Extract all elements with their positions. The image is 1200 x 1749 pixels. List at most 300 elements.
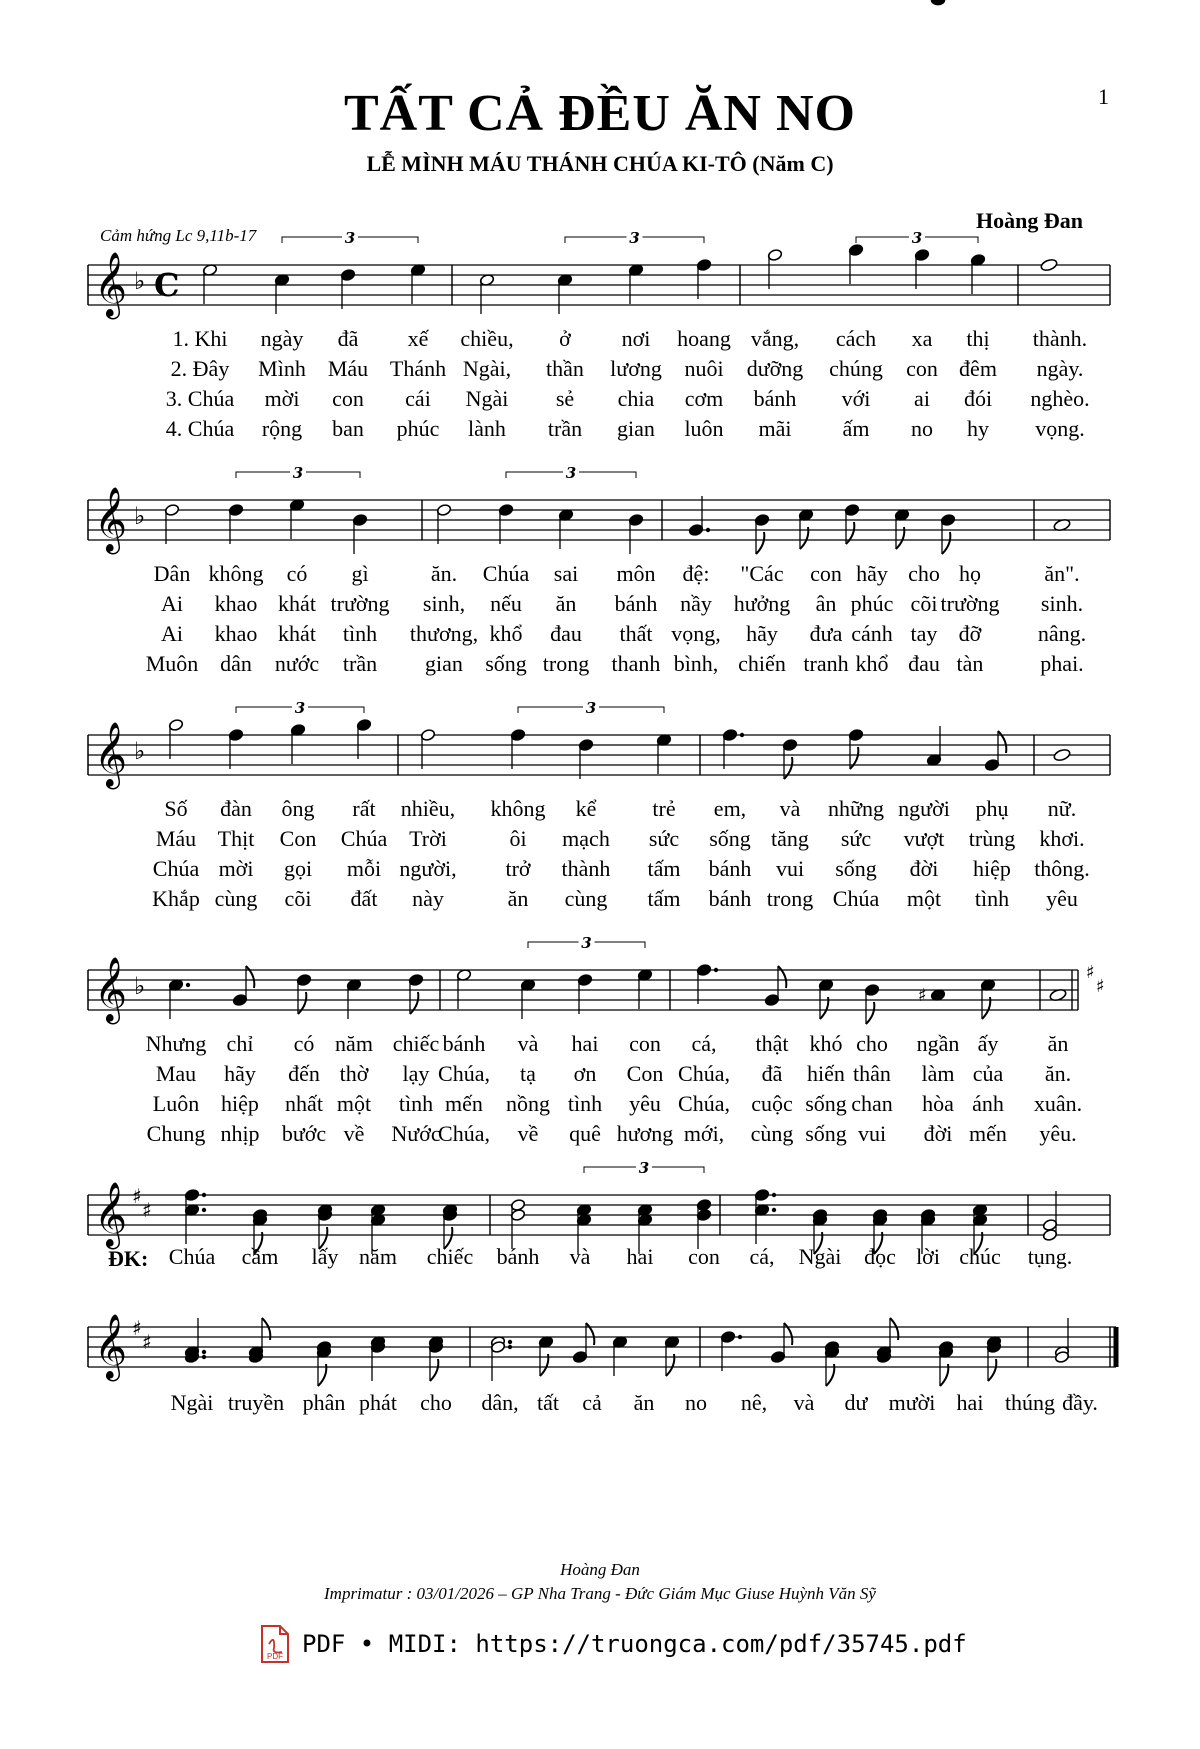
- lyric-syllable: cõi: [284, 886, 312, 911]
- refrain-label: ĐK:: [108, 1246, 149, 1271]
- note: [940, 513, 955, 554]
- lyric-syllable: sai: [553, 561, 579, 586]
- lyric-syllable: Con: [279, 826, 317, 851]
- lyric-syllable: ấm: [842, 416, 870, 441]
- lyric-syllable: thật: [755, 1031, 789, 1056]
- lyric-syllable: ơn: [573, 1061, 597, 1086]
- lyric-syllable: dân,: [481, 1390, 519, 1415]
- lyric-syllable: quê: [569, 1121, 601, 1146]
- lyric-syllable: Ngài,: [462, 356, 512, 381]
- lyric-syllable: sống: [709, 826, 751, 851]
- note: [370, 1335, 385, 1381]
- lyric-syllable: Ngài: [798, 1244, 842, 1269]
- lyric-syllable: tình: [974, 886, 1010, 911]
- lyric-syllable: dân: [220, 651, 252, 676]
- lyric-syllable: có: [286, 561, 308, 586]
- dot: [772, 1193, 776, 1197]
- note: [479, 273, 494, 314]
- lyric-syllable: nuôi: [684, 356, 724, 381]
- lyric-syllable: chan: [851, 1091, 893, 1116]
- triplet-number: 3: [581, 934, 592, 952]
- lyric-syllable: cuộc: [751, 1091, 793, 1116]
- lyric-syllable: vui: [857, 1121, 887, 1146]
- lyric-syllable: hòa: [922, 1091, 954, 1116]
- lyric-syllable: về: [517, 1121, 539, 1146]
- sharp-accidental-icon: ♯: [918, 985, 927, 1006]
- staff-system-2: [88, 464, 1110, 554]
- lyric-syllable: tấm: [647, 856, 681, 881]
- note: [914, 248, 929, 289]
- flat-key-icon: ♭: [134, 972, 146, 1000]
- lyric-syllable: nâng.: [1037, 621, 1087, 646]
- lyric-syllable: phúc: [396, 416, 440, 441]
- flat-key-icon: ♭: [134, 502, 146, 530]
- lyric-syllable: Ai: [161, 591, 183, 616]
- note: [316, 1340, 331, 1386]
- note: [1053, 748, 1071, 762]
- lyric-syllable: Mau: [155, 1061, 197, 1086]
- note: [410, 263, 425, 304]
- lyric-syllable: thành: [561, 856, 611, 881]
- note: [894, 508, 909, 549]
- lyric-syllable: vượt: [903, 826, 945, 851]
- lyric-syllable: chỉ: [226, 1031, 254, 1056]
- lyric-syllable: hai: [626, 1244, 654, 1269]
- note: [346, 978, 361, 1019]
- lyric-syllable: Thịt: [217, 826, 255, 851]
- lyric-syllable: đêm: [959, 356, 997, 381]
- lyric-syllable: tay: [910, 621, 938, 646]
- lyric-syllable: Ngài: [170, 1390, 214, 1415]
- note: [557, 273, 572, 314]
- lyric-syllable: hãy: [856, 561, 888, 586]
- note: [202, 263, 217, 304]
- note: [510, 1198, 525, 1249]
- lyric-syllable: ông: [281, 796, 315, 821]
- lyric-syllable: 1. Khi: [172, 326, 228, 351]
- lyric-syllable: khơi.: [1039, 826, 1085, 851]
- lyric-syllable: và: [517, 1031, 539, 1056]
- lyric-syllable: cho: [856, 1031, 888, 1056]
- flat-key-icon: ♭: [134, 737, 146, 765]
- lyric-syllable: con: [688, 1244, 720, 1269]
- lyric-syllable: khát: [278, 591, 316, 616]
- lyric-syllable: nầy: [680, 591, 712, 616]
- note: [577, 973, 592, 1014]
- lyric-syllable: chia: [617, 386, 655, 411]
- lyric-syllable: Ai: [161, 621, 183, 646]
- lyric-syllable: nữ.: [1047, 796, 1077, 821]
- note: [408, 973, 423, 1014]
- lyric-syllable: tranh: [803, 651, 849, 676]
- note: [168, 718, 183, 759]
- lyric-syllable: Luôn: [152, 1091, 200, 1116]
- lyric-syllable: Chúa,: [438, 1061, 490, 1086]
- triplet-bracket: [518, 699, 664, 717]
- note: [228, 503, 243, 544]
- lyric-syllable: lương: [610, 356, 662, 381]
- lyric-syllable: Chúa,: [438, 1121, 490, 1146]
- lyric-syllable: Dân: [153, 561, 191, 586]
- lyric-syllable: những: [828, 796, 884, 821]
- triplet-bracket: [584, 1159, 704, 1177]
- lyric-syllable: phai.: [1040, 651, 1084, 676]
- lyric-syllable: bình,: [673, 651, 719, 676]
- lyric-syllable: xa: [911, 326, 933, 351]
- lyric-syllable: trần: [342, 651, 378, 676]
- lyric-syllable: cánh: [851, 621, 893, 646]
- dot: [508, 1345, 512, 1349]
- note: [356, 718, 371, 759]
- note: [628, 263, 643, 304]
- note: [228, 728, 243, 769]
- lyric-syllable: trùng: [968, 826, 1016, 851]
- lyric-syllable: khổ: [489, 621, 523, 646]
- lyric-syllable: ánh: [972, 1091, 1004, 1116]
- lyric-syllable: Khắp: [152, 886, 200, 911]
- lyric-syllable: con: [332, 386, 364, 411]
- lyric-syllable: Máu: [327, 356, 369, 381]
- dot: [202, 1193, 206, 1197]
- lyric-syllable: con: [629, 1031, 661, 1056]
- lyric-syllable: mời: [264, 386, 300, 411]
- lyric-syllable: tăng: [771, 826, 809, 851]
- lyric-syllable: sống: [805, 1091, 847, 1116]
- footer-download[interactable]: [260, 1624, 967, 1664]
- lyric-syllable: tình: [398, 1091, 434, 1116]
- note: [456, 968, 471, 1009]
- lyric-syllable: Chúa: [482, 561, 530, 586]
- lyric-syllable: Chung: [146, 1121, 206, 1146]
- lyric-syllable: 2. Đây: [170, 356, 230, 381]
- lyric-syllable: ăn.: [430, 561, 458, 586]
- lyric-syllable: đỡ: [958, 621, 982, 646]
- lyric-syllable: sống: [805, 1121, 847, 1146]
- lyric-syllable: ban: [332, 416, 364, 441]
- lyric-syllable: đau: [908, 651, 940, 676]
- lyric-syllable: truyền: [227, 1390, 285, 1415]
- lyric-syllable: trường: [940, 591, 1000, 616]
- lyric-syllable: một: [336, 1091, 372, 1116]
- note: [754, 1188, 776, 1244]
- download-link[interactable]: PDF • MIDI: https://truongca.com/pdf/35745.pdf: [302, 1630, 967, 1658]
- lyric-syllable: và: [569, 1244, 591, 1269]
- lyric-syllable: hoang: [677, 326, 731, 351]
- dot: [202, 1350, 206, 1354]
- lyric-syllable: của: [972, 1061, 1004, 1086]
- lyric-syllable: thông.: [1034, 856, 1090, 881]
- lyric-syllable: hai: [571, 1031, 599, 1056]
- lyric-syllable: dưỡng: [746, 356, 804, 381]
- lyric-syllable: Nhưng: [145, 1031, 207, 1056]
- lyric-syllable: hương: [616, 1121, 674, 1146]
- dot: [772, 1208, 776, 1212]
- note: [520, 978, 535, 1019]
- note: [290, 723, 305, 764]
- flag: [942, 532, 950, 554]
- lyric-syllable: sẻ: [555, 386, 575, 411]
- triplet-number: 3: [585, 699, 597, 717]
- lyric-syllable: thần: [546, 356, 584, 381]
- lyric-syllable: chúc: [959, 1244, 1001, 1269]
- lyric-syllable: nồng: [506, 1091, 550, 1116]
- lyric-syllable: chiến: [738, 651, 786, 676]
- pdf-file-icon: [260, 1624, 290, 1664]
- lyric-syllable: không: [490, 796, 546, 821]
- dot: [186, 983, 190, 987]
- lyric-syllable: thân: [853, 1061, 891, 1086]
- lyric-syllable: 4. Chúa: [165, 416, 235, 441]
- lyric-syllable: yêu: [629, 1091, 661, 1116]
- triplet-number: 3: [638, 1159, 650, 1177]
- lyric-syllable: Thánh: [389, 356, 447, 381]
- lyric-syllable: cùng: [214, 886, 258, 911]
- note: [798, 508, 813, 549]
- flag: [988, 1359, 996, 1381]
- lyric-syllable: nếu: [490, 591, 522, 616]
- dot: [202, 1208, 206, 1212]
- note: [938, 1340, 953, 1386]
- lyric-syllable: đầy.: [1062, 1390, 1098, 1415]
- lyric-syllable: tấm: [647, 886, 681, 911]
- note: [1040, 258, 1058, 272]
- lyric-syllable: ai: [914, 386, 930, 411]
- lyric-syllable: đói: [963, 386, 993, 411]
- triplet-bracket: [282, 229, 418, 247]
- lyric-syllable: ăn.: [1044, 1061, 1072, 1086]
- lyric-syllable: cùng: [564, 886, 608, 911]
- staff-system-5: [88, 1159, 1110, 1254]
- flag: [866, 1002, 874, 1024]
- lyric-syllable: ngần: [916, 1031, 960, 1056]
- treble-clef-icon: 𝄞: [94, 1314, 128, 1379]
- dot: [706, 528, 710, 532]
- lyric-syllable: khao: [214, 621, 258, 646]
- lyric-syllable: hiệp: [221, 1091, 259, 1116]
- note: [628, 513, 643, 554]
- note: [980, 978, 995, 1019]
- flag: [298, 992, 306, 1014]
- lyric-syllable: sống: [835, 856, 877, 881]
- lyric-syllable: Chúa: [340, 826, 388, 851]
- lyric-syllable: hiến: [807, 1061, 845, 1086]
- note: [767, 248, 782, 289]
- lyric-syllable: hãy: [224, 1061, 256, 1086]
- lyric-syllable: mạch: [562, 826, 610, 851]
- lyric-syllable: con: [906, 356, 938, 381]
- song-subtitle: LỄ MÌNH MÁU THÁNH CHÚA KI-TÔ (Năm C): [366, 151, 834, 176]
- note: [848, 243, 863, 284]
- lyric-syllable: chiếc: [426, 1244, 474, 1269]
- triplet-number: 3: [292, 464, 304, 482]
- note: [1054, 1318, 1069, 1364]
- lyric-syllable: rất: [352, 796, 376, 821]
- lyric-syllable: nơi: [621, 326, 651, 351]
- note: [558, 508, 573, 549]
- lyric-syllable: bánh: [496, 1244, 540, 1269]
- lyric-syllable: bánh: [708, 886, 752, 911]
- dot: [740, 733, 744, 737]
- note: [818, 978, 833, 1019]
- triplet-bracket: [236, 699, 364, 717]
- note: [864, 983, 879, 1024]
- note: [926, 726, 941, 767]
- lyric-syllable: yêu.: [1039, 1121, 1077, 1146]
- lyric-syllable: một: [906, 886, 942, 911]
- lyric-syllable: chiếc: [392, 1031, 440, 1056]
- lyric-syllable: sống: [485, 651, 527, 676]
- note: [720, 1330, 742, 1371]
- lyric-syllable: em,: [713, 796, 747, 821]
- lyric-syllable: ngày.: [1036, 356, 1084, 381]
- note: [782, 738, 797, 779]
- lyric-syllable: Số: [164, 796, 188, 821]
- note: [824, 1340, 839, 1386]
- lyric-syllable: năm: [359, 1244, 397, 1269]
- note: [164, 503, 179, 544]
- lyric-syllable: mỗi: [346, 856, 382, 881]
- triplet-bracket: [565, 229, 704, 247]
- lyric-syllable: cả: [582, 1390, 602, 1415]
- lyric-syllable: Ngài: [465, 386, 509, 411]
- lyric-syllable: bánh: [753, 386, 797, 411]
- lyric-syllable: mến: [969, 1121, 1007, 1146]
- lyric-syllable: Chúa: [152, 856, 200, 881]
- lyric-syllable: vọng,: [671, 621, 721, 646]
- lyric-syllable: phụ: [975, 796, 1009, 821]
- lyric-syllable: người: [898, 796, 950, 821]
- lyric-syllable: chiều,: [460, 326, 514, 351]
- lyric-syllable: phát: [359, 1390, 397, 1415]
- lyric-syllable: Chúa: [832, 886, 880, 911]
- lyric-syllable: lạy: [402, 1061, 430, 1086]
- flag: [430, 1359, 438, 1381]
- lyric-syllable: dư: [844, 1390, 868, 1415]
- pdf-icon-label: PDF: [267, 1652, 283, 1661]
- flag: [784, 757, 792, 779]
- staff-system-3: [88, 699, 1110, 789]
- lyric-syllable: trong: [766, 886, 814, 911]
- lyric-syllable: lành: [468, 416, 506, 441]
- lyric-syllable: người,: [399, 856, 457, 881]
- lyric-syllable: luôn: [684, 416, 724, 441]
- note: [688, 496, 710, 537]
- notehead: [1053, 748, 1071, 762]
- dot: [714, 968, 718, 972]
- lyric-syllable: phân: [302, 1390, 346, 1415]
- lyric-syllable: thành.: [1032, 326, 1088, 351]
- lyric-syllable: đến: [288, 1061, 320, 1086]
- lyric-syllable: sinh,: [422, 591, 466, 616]
- lyric-syllable: cùng: [750, 1121, 794, 1146]
- lyric-syllable: đọc: [864, 1244, 896, 1269]
- notehead: [1040, 258, 1058, 272]
- lyric-syllable: ăn".: [1044, 561, 1080, 586]
- lyric-syllable: trong: [542, 651, 590, 676]
- lyric-syllable: tất: [537, 1390, 559, 1415]
- lyric-syllable: đời: [909, 856, 939, 881]
- lyric-syllable: mười: [888, 1390, 936, 1415]
- triplet-number: 3: [565, 464, 577, 482]
- lyric-syllable: không: [208, 561, 264, 586]
- lyric-syllable: đệ:: [682, 561, 710, 586]
- lyric-syllable: xuân.: [1033, 1091, 1083, 1116]
- lyric-syllable: hai: [956, 1390, 984, 1415]
- treble-clef-icon: 𝄞: [94, 487, 128, 552]
- lyric-syllable: đã: [337, 326, 359, 351]
- lyric-syllable: gọi: [283, 856, 313, 881]
- treble-clef-icon: 𝄞: [94, 957, 128, 1022]
- lyric-syllable: ăn: [555, 591, 577, 616]
- lyric-syllable: trẻ: [652, 796, 676, 821]
- treble-clef-icon: 𝄞: [94, 1182, 128, 1247]
- lyric-syllable: no: [911, 416, 933, 441]
- lyric-syllable: ôi: [509, 826, 527, 851]
- lyric-syllable: thờ: [339, 1061, 369, 1086]
- lyric-syllable: xế: [407, 326, 429, 351]
- triplet-number: 3: [344, 229, 356, 247]
- note: [538, 1335, 553, 1376]
- lyric-syllable: phúc: [850, 591, 894, 616]
- song-title: TẤT CẢ ĐỀU ĂN NO: [344, 85, 856, 142]
- lyric-syllable: nhiều,: [400, 796, 456, 821]
- lyric-syllable: môn: [616, 561, 656, 586]
- treble-clef-icon: 𝄞: [94, 722, 128, 787]
- lyric-syllable: Chúa,: [678, 1061, 730, 1086]
- lyric-syllable: tàn: [956, 651, 984, 676]
- lyric-syllable: yêu: [1046, 886, 1078, 911]
- triplet-bracket: [506, 464, 636, 482]
- flag: [246, 966, 254, 988]
- lyric-syllable: sinh.: [1040, 591, 1084, 616]
- lyric-syllable: Muôn: [145, 651, 199, 676]
- lyric-syllable: bước: [281, 1121, 327, 1146]
- flag: [778, 966, 786, 988]
- note: [436, 503, 451, 544]
- lyric-syllable: bánh: [708, 856, 752, 881]
- note: [1042, 1191, 1057, 1242]
- note: [696, 1198, 711, 1249]
- triplet-number: 3: [911, 229, 923, 247]
- sharp-key-icon: ♯: [1086, 962, 1095, 983]
- lyric-syllable: gian: [425, 651, 463, 676]
- note: [722, 728, 744, 769]
- lyric-syllable: đã: [761, 1061, 783, 1086]
- lyric-syllable: Mình: [258, 356, 306, 381]
- lyric-syllable: lấy: [311, 1244, 339, 1269]
- lyric-syllable: mời: [218, 856, 254, 881]
- note: [696, 963, 718, 1004]
- lyric-syllable: no: [685, 1390, 707, 1415]
- lyric-syllable: Chúa,: [678, 1091, 730, 1116]
- lyric-syllable: đàn: [220, 796, 252, 821]
- treble-clef-icon: 𝄞: [94, 252, 128, 317]
- lyric-syllable: mãi: [758, 416, 792, 441]
- lyric-syllable: cõi: [910, 591, 938, 616]
- note: [352, 513, 367, 554]
- flag: [846, 522, 854, 544]
- note: [696, 258, 711, 299]
- lyric-syllable: cá,: [691, 1031, 717, 1056]
- lyric-syllable: Nước: [391, 1121, 441, 1146]
- lyric-syllable: đưa: [809, 621, 843, 646]
- lyric-syllable: thương,: [409, 621, 479, 646]
- triplet-bracket: [236, 464, 360, 482]
- lyric-syllable: mến: [445, 1091, 483, 1116]
- lyric-syllable: thị: [966, 326, 990, 351]
- notehead: [932, 0, 945, 5]
- lyric-syllable: và: [779, 796, 801, 821]
